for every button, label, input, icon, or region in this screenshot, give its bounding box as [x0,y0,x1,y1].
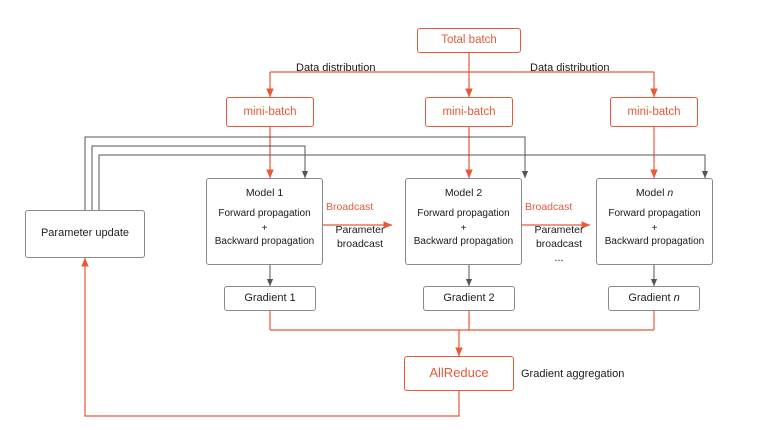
node-total-batch [417,28,521,53]
node-mini-batch-2 [425,97,513,127]
label-gradient-aggregation-text: Gradient aggregation [521,368,625,380]
label-broadcast-1-text: Broadcast [326,201,374,213]
label-parameter-broadcast-ellipsis: ... [554,252,564,265]
node-model-n [596,178,713,265]
label-data-distribution-right [530,62,610,74]
label-parameter-broadcast-1-line2: broadcast [336,237,384,250]
node-model-1-title: Model 1 [245,187,284,199]
node-model-n-plus: + [651,222,658,234]
node-gradient-1 [224,286,316,311]
node-total-batch-label: Total batch [441,34,497,47]
label-parameter-broadcast-2-line2: broadcast [535,237,583,250]
label-data-distribution-left-text: Data distribution [296,62,376,74]
node-mini-batch-3-label: mini-batch [627,105,681,118]
node-gradient-n-label: Gradient n [628,291,680,304]
node-parameter-update-label: Parameter update [40,227,130,240]
node-model-2 [405,178,522,265]
label-broadcast-2-text: Broadcast [525,201,573,213]
node-gradient-2 [423,286,515,311]
node-model-n-title: Model n [635,187,674,199]
node-allreduce-label: AllReduce [429,365,489,381]
node-allreduce [404,356,514,391]
node-model-2-backward: Backward propagation [413,235,514,247]
node-parameter-update [25,210,145,258]
node-gradient-n [608,286,700,311]
node-model-2-forward: Forward propagation [417,208,510,219]
node-mini-batch-2-label: mini-batch [442,105,496,118]
label-data-distribution-left [296,62,376,74]
node-model-1-backward: Backward propagation [214,235,315,247]
node-mini-batch-1-label: mini-batch [243,105,297,118]
node-gradient-2-label: Gradient 2 [443,291,495,304]
node-model-1-forward: Forward propagation [218,208,311,219]
label-broadcast-1 [326,201,373,213]
node-gradient-1-label: Gradient 1 [244,291,296,304]
label-gradient-aggregation [521,368,624,380]
node-model-n-backward: Backward propagation [604,235,705,247]
label-broadcast-2 [525,201,572,213]
node-model-1-plus: + [261,222,268,234]
node-mini-batch-1 [226,97,314,127]
label-parameter-broadcast-2 [524,224,594,266]
label-parameter-broadcast-1-line1: Parameter [335,224,385,236]
label-parameter-broadcast-1 [325,224,395,251]
node-model-n-forward: Forward propagation [608,208,701,219]
node-model-1 [206,178,323,265]
node-model-2-title: Model 2 [444,187,483,199]
node-model-2-plus: + [460,222,467,234]
node-mini-batch-3 [610,97,698,127]
label-data-distribution-right-text: Data distribution [530,62,610,74]
label-parameter-broadcast-2-line1: Parameter [534,224,584,236]
